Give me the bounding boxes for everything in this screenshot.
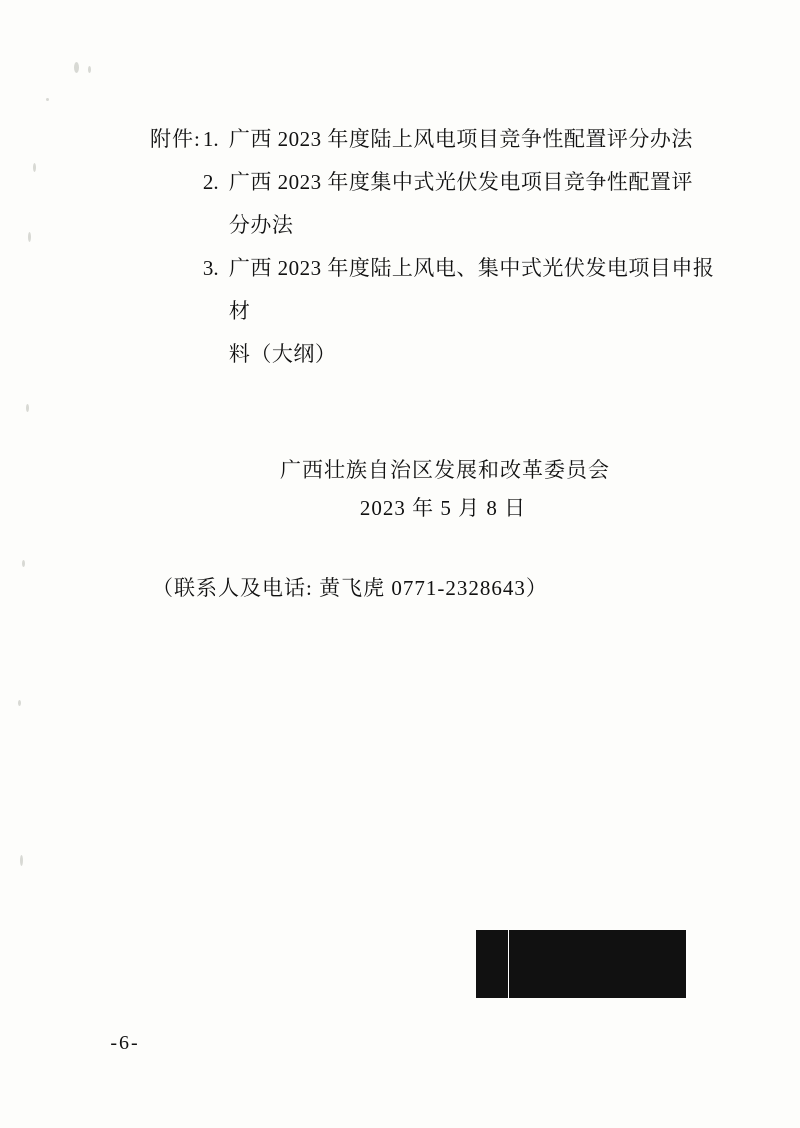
scan-speckle xyxy=(26,404,29,412)
attachment-text-line1: 广西 2023 年度陆上风电、集中式光伏发电项目申报材 xyxy=(228,256,715,323)
scan-speckle xyxy=(88,66,91,73)
attachment-text xyxy=(229,161,720,247)
attachment-text xyxy=(229,118,720,161)
attachment-text-line2: 料（大纲） xyxy=(228,342,337,366)
attachment-section xyxy=(150,118,720,376)
list-item xyxy=(203,247,720,376)
scan-speckle xyxy=(28,232,31,242)
issue-date: 2023 年 5 月 8 日 xyxy=(359,496,527,520)
scan-speckle xyxy=(22,560,25,567)
attachment-text-line1: 广西 2023 年度陆上风电项目竞争性配置评分办法 xyxy=(228,127,693,151)
barcode-bar xyxy=(685,930,686,998)
attachment-text xyxy=(229,247,720,376)
issuing-organization: 广西壮族自治区发展和改革委员会 xyxy=(280,458,610,482)
list-item xyxy=(203,118,720,161)
contact-line: （联系人及电话: 黄飞虎 0771-2328643） xyxy=(152,576,548,600)
scan-speckle xyxy=(33,163,36,172)
attachment-block xyxy=(150,118,720,376)
barcode xyxy=(476,930,688,998)
list-item xyxy=(203,161,720,247)
attachment-label: 附件: xyxy=(150,127,201,151)
attachment-number: 1. xyxy=(202,127,219,151)
scan-speckle xyxy=(74,62,79,73)
page-number: -6- xyxy=(110,1032,140,1054)
attachment-number: 2. xyxy=(202,170,219,194)
scan-speckle xyxy=(46,98,49,101)
attachment-text-line2: 分办法 xyxy=(228,213,294,237)
attachment-number: 3. xyxy=(202,256,219,280)
scan-speckle xyxy=(20,855,23,866)
attachment-list xyxy=(203,118,720,376)
attachment-text-line1: 广西 2023 年度集中式光伏发电项目竞争性配置评 xyxy=(228,170,693,194)
signature-block xyxy=(150,452,720,528)
scan-speckle xyxy=(18,700,21,706)
